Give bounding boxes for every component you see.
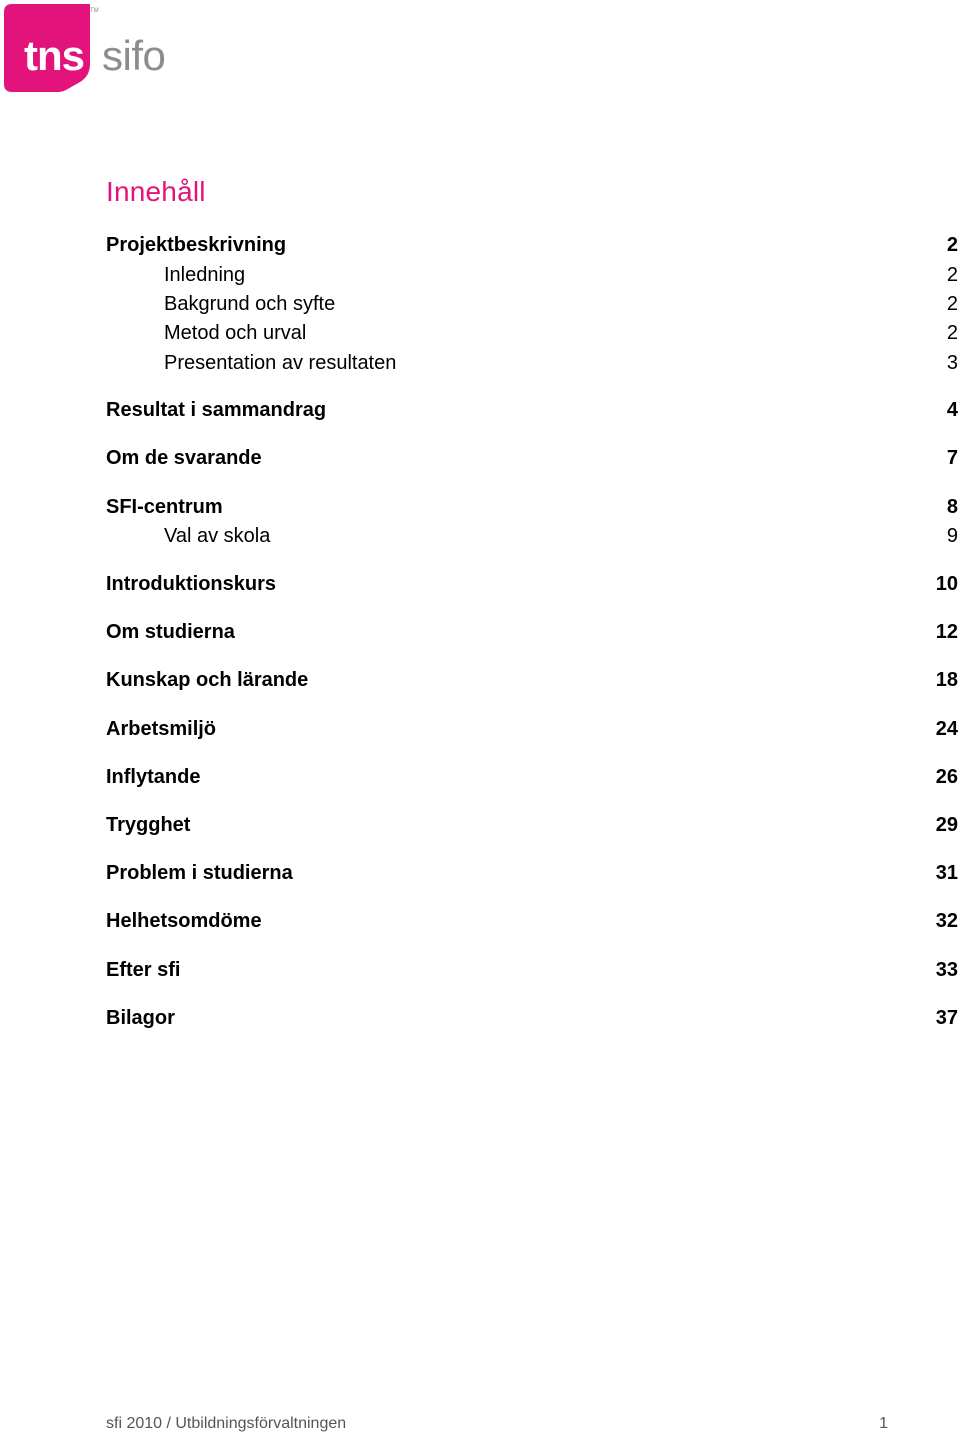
toc-entry-label: Metod och urval bbox=[164, 322, 307, 344]
toc-entry-page: 10 bbox=[935, 573, 958, 595]
toc-entry-page: 2 bbox=[946, 293, 958, 315]
toc-entry-page: 8 bbox=[946, 496, 958, 518]
toc-entry-label: Bilagor bbox=[106, 1007, 175, 1029]
toc-entry[interactable] bbox=[106, 907, 958, 935]
toc-subentry[interactable] bbox=[106, 319, 958, 347]
toc-entry-page: 18 bbox=[935, 669, 958, 691]
toc-entry-page: 37 bbox=[935, 1007, 958, 1029]
toc-entry-page: 32 bbox=[935, 910, 958, 932]
toc-entry-label: Helhetsomdöme bbox=[106, 910, 262, 932]
toc-entry-page: 12 bbox=[935, 621, 958, 643]
toc-entry-label: Problem i studierna bbox=[106, 862, 293, 884]
toc-entry[interactable] bbox=[106, 493, 958, 521]
toc-entry[interactable] bbox=[106, 715, 958, 743]
toc-entry-label: Inledning bbox=[164, 264, 246, 286]
toc-subentry[interactable] bbox=[106, 290, 958, 318]
toc-entry-page: 2 bbox=[946, 264, 958, 286]
toc-entry-label: Val av skola bbox=[164, 525, 271, 547]
toc-entry[interactable] bbox=[106, 763, 958, 791]
toc-entry-page: 7 bbox=[946, 447, 958, 469]
page-footer bbox=[106, 1413, 888, 1435]
toc-subentry[interactable] bbox=[106, 522, 958, 550]
toc-entry[interactable] bbox=[106, 956, 958, 984]
toc-entry-label: Om studierna bbox=[106, 621, 235, 643]
toc-entry-page: 33 bbox=[935, 959, 958, 981]
toc-entry[interactable] bbox=[106, 666, 958, 694]
toc-entry[interactable] bbox=[106, 859, 958, 887]
toc-entry-page: 3 bbox=[946, 352, 958, 374]
logo-trademark: TM bbox=[90, 8, 99, 14]
toc-entry-page: 2 bbox=[946, 234, 958, 256]
toc-entry-label: Kunskap och lärande bbox=[106, 669, 309, 691]
toc-entry-page: 4 bbox=[946, 399, 958, 421]
toc-entry[interactable] bbox=[106, 396, 958, 424]
toc-entry-label: Trygghet bbox=[106, 814, 191, 836]
footer-page-number: 1 bbox=[879, 1415, 888, 1432]
toc-entry-page: 24 bbox=[935, 718, 958, 740]
toc-entry-label: Arbetsmiljö bbox=[106, 718, 217, 740]
toc-entry[interactable] bbox=[106, 570, 958, 598]
toc-entry-page: 31 bbox=[935, 862, 958, 884]
toc-entry-page: 29 bbox=[935, 814, 958, 836]
toc-entry-label: Introduktionskurs bbox=[106, 573, 277, 595]
toc-entry-page: 26 bbox=[935, 766, 958, 788]
toc-subentry[interactable] bbox=[106, 261, 958, 289]
toc-entry[interactable] bbox=[106, 231, 958, 259]
toc-entry-label: Efter sfi bbox=[106, 959, 181, 981]
tns-sifo-logo bbox=[4, 4, 179, 92]
toc-entry-page: 2 bbox=[946, 322, 958, 344]
toc-entry[interactable] bbox=[106, 1004, 958, 1032]
toc-entry-page: 9 bbox=[946, 525, 958, 547]
toc-entry[interactable] bbox=[106, 811, 958, 839]
logo-sifo-text: sifo bbox=[102, 32, 166, 79]
toc-entry-label: Resultat i sammandrag bbox=[106, 399, 327, 421]
toc-entry[interactable] bbox=[106, 444, 958, 472]
toc-entry-label: Bakgrund och syfte bbox=[164, 293, 336, 315]
toc-entry-label: SFI-centrum bbox=[106, 496, 223, 518]
toc-entry-label: Projektbeskrivning bbox=[106, 234, 287, 256]
toc-entry-label: Presentation av resultaten bbox=[164, 352, 397, 374]
footer-text: sfi 2010 / Utbildningsförvaltningen bbox=[106, 1415, 347, 1432]
toc-entry-label: Inflytande bbox=[106, 766, 201, 788]
toc-subentry[interactable] bbox=[106, 349, 958, 377]
toc-entry[interactable] bbox=[106, 618, 958, 646]
toc-title: Innehåll bbox=[106, 176, 206, 207]
logo-tns-text: tns bbox=[24, 32, 84, 79]
toc-entry-label: Om de svarande bbox=[106, 447, 262, 469]
